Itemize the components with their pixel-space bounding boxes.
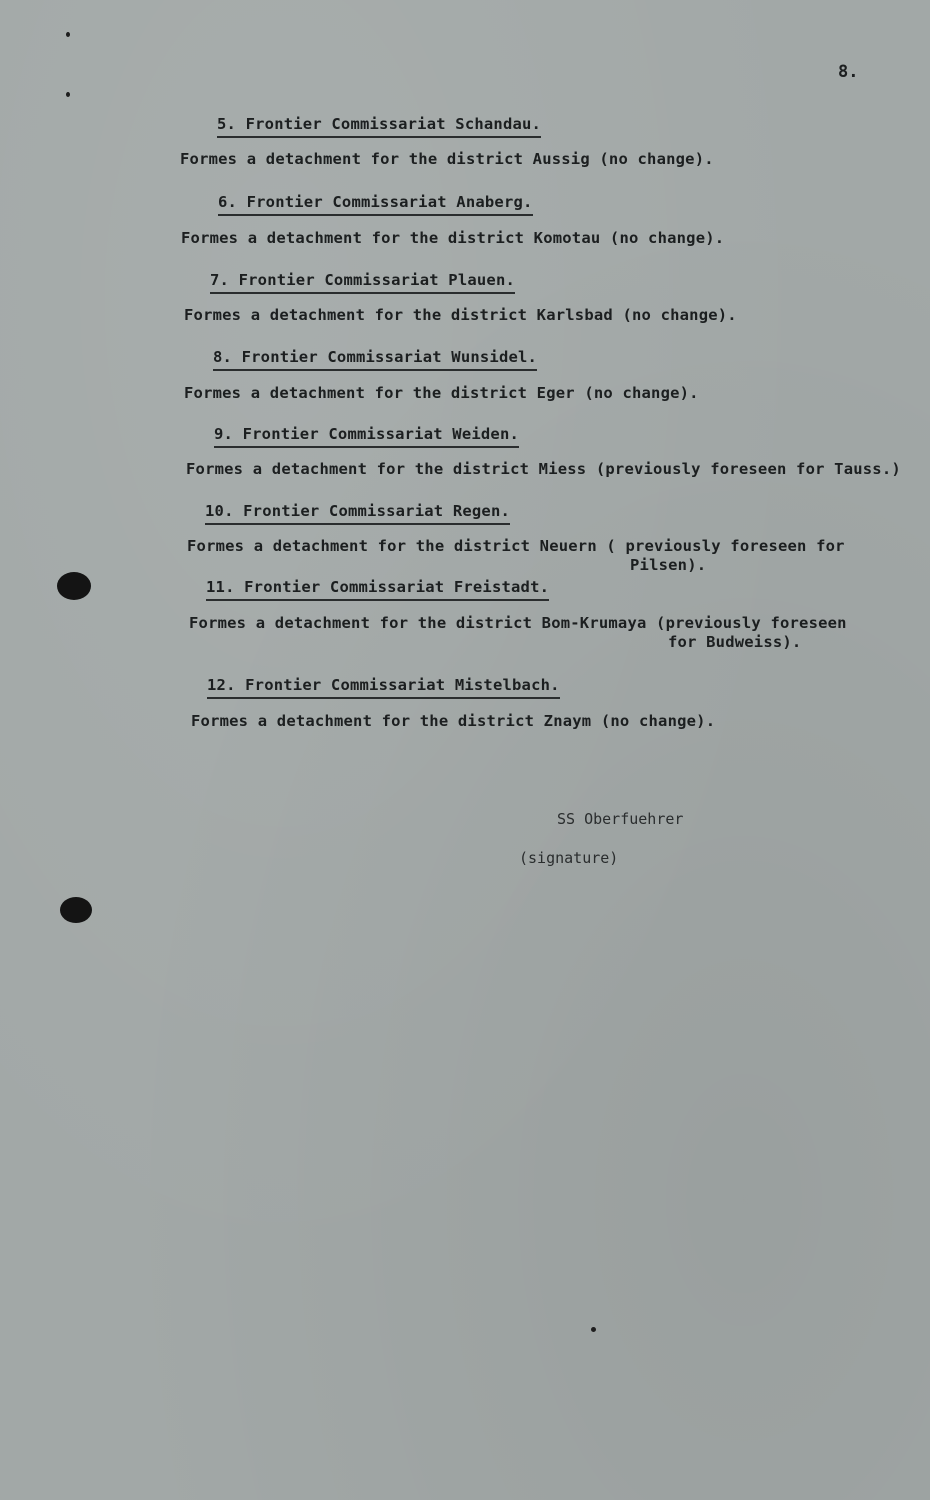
entry-body-8: Formes a detachment for the district Eger (no change). [184, 384, 699, 402]
entry-heading-6: 6. Frontier Commissariat Anaberg. [218, 193, 533, 216]
entry-heading-7: 7. Frontier Commissariat Plauen. [210, 271, 515, 294]
page-speck [591, 1327, 596, 1332]
entry-heading-12: 12. Frontier Commissariat Mistelbach. [207, 676, 560, 699]
entry-body-7: Formes a detachment for the district Karlsbad (no change). [184, 306, 737, 324]
entry-heading-5: 5. Frontier Commissariat Schandau. [217, 115, 541, 138]
entry-heading-11: 11. Frontier Commissariat Freistadt. [206, 578, 549, 601]
entry-heading-9: 9. Frontier Commissariat Weiden. [214, 425, 519, 448]
entry-body-10-continued: Pilsen). [630, 556, 707, 574]
punch-hole-lower [60, 897, 92, 923]
page-number: 8. [838, 62, 859, 82]
entry-body-11: Formes a detachment for the district Bom-Krumaya (previously foreseen [189, 614, 847, 632]
signature-note: (signature) [519, 849, 619, 867]
margin-speck [66, 32, 70, 37]
entry-body-9: Formes a detachment for the district Miess (previously foreseen for Tauss.) [186, 460, 901, 478]
signatory-rank: SS Oberfuehrer [557, 810, 684, 828]
entry-body-6: Formes a detachment for the district Komotau (no change). [181, 229, 725, 247]
entry-body-12: Formes a detachment for the district Znaym (no change). [191, 712, 716, 730]
entry-body-5: Formes a detachment for the district Aussig (no change). [180, 150, 714, 168]
entry-heading-8: 8. Frontier Commissariat Wunsidel. [213, 348, 537, 371]
entry-heading-10: 10. Frontier Commissariat Regen. [205, 502, 510, 525]
entry-body-10: Formes a detachment for the district Neuern ( previously foreseen for [187, 537, 845, 555]
entry-body-11-continued: for Budweiss). [668, 633, 802, 651]
punch-hole-upper [57, 572, 91, 600]
margin-speck [66, 92, 70, 97]
